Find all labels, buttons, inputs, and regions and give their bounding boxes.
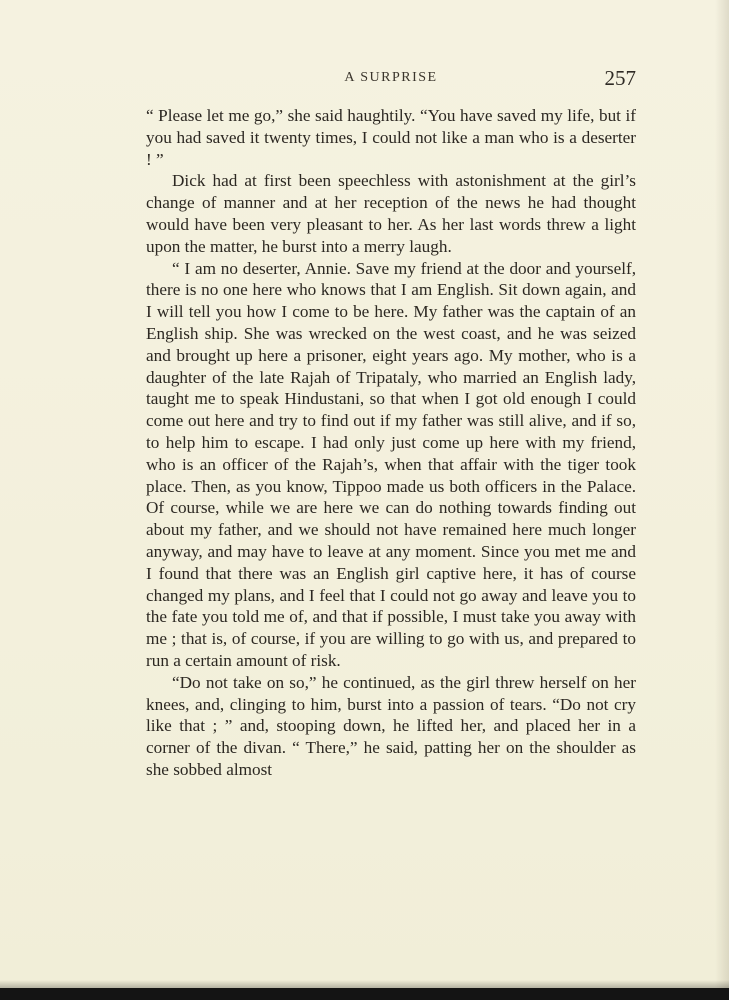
running-head: A SURPRISE bbox=[344, 70, 438, 85]
page-header bbox=[146, 64, 636, 90]
bottom-shadow bbox=[0, 980, 729, 988]
paragraph-2: Dick had at first been speechless with astonishment at the girl’s change of manner and at her reception of the news he had thought would have been very pleasant to her. As her last words threw a light upon the matter, he burst into a merry laugh. bbox=[146, 171, 636, 256]
page-edge-shadow bbox=[715, 0, 729, 1000]
page-number: 257 bbox=[604, 66, 636, 90]
paragraph-4: “Do not take on so,” he continued, as the girl threw herself on her knees, and, clinging to him, burst into a passion of tears. “Do not cry like that ; ” and, stooping down, he lifted her, and placed her in a corner of the divan. “ There,” he said, patting her on the shoulder as she sobbed almost bbox=[146, 672, 636, 779]
paragraph-1: “ Please let me go,” she said haughtily. “You have saved my life, but if you had saved it twenty times, I could not like a man who is a deserter ! ” bbox=[146, 106, 636, 169]
body-text bbox=[146, 105, 636, 781]
scan-bottom-edge bbox=[0, 988, 729, 1000]
paragraph-3: “ I am no deserter, Annie. Save my friend at the door and yourself, there is no one here who knows that I am English. Sit down again, and I will tell you how I come to be here. My father was the captain of an English ship. She was wrecked on the west coast, and he was seized and brought up here a prisoner, eight years ago. My mother, who is a daughter of the late Rajah of Tripataly, who married an English lady, taught me to speak Hindustani, so that when I got old enough I could come out here and try to find out if my father was still alive, and if so, to help him to escape. I had only just come up here with my friend, who is an officer of the Rajah’s, when that affair with the tiger took place. Then, as you know, Tippoo made us both officers in the Palace. Of course, while we are here we can do nothing towards finding out about my father, and we should not have remained here much longer anyway, and may have to leave at any moment. Since you met me and I found that there was an English girl captive here, it has of course changed my plans, and I feel that I could not go away and leave you to the fate you told me of, and that if possible, I must take you away with me ; that is, of course, if you are willing to go with us, and prepared to run a certain amount of risk. bbox=[146, 258, 636, 670]
